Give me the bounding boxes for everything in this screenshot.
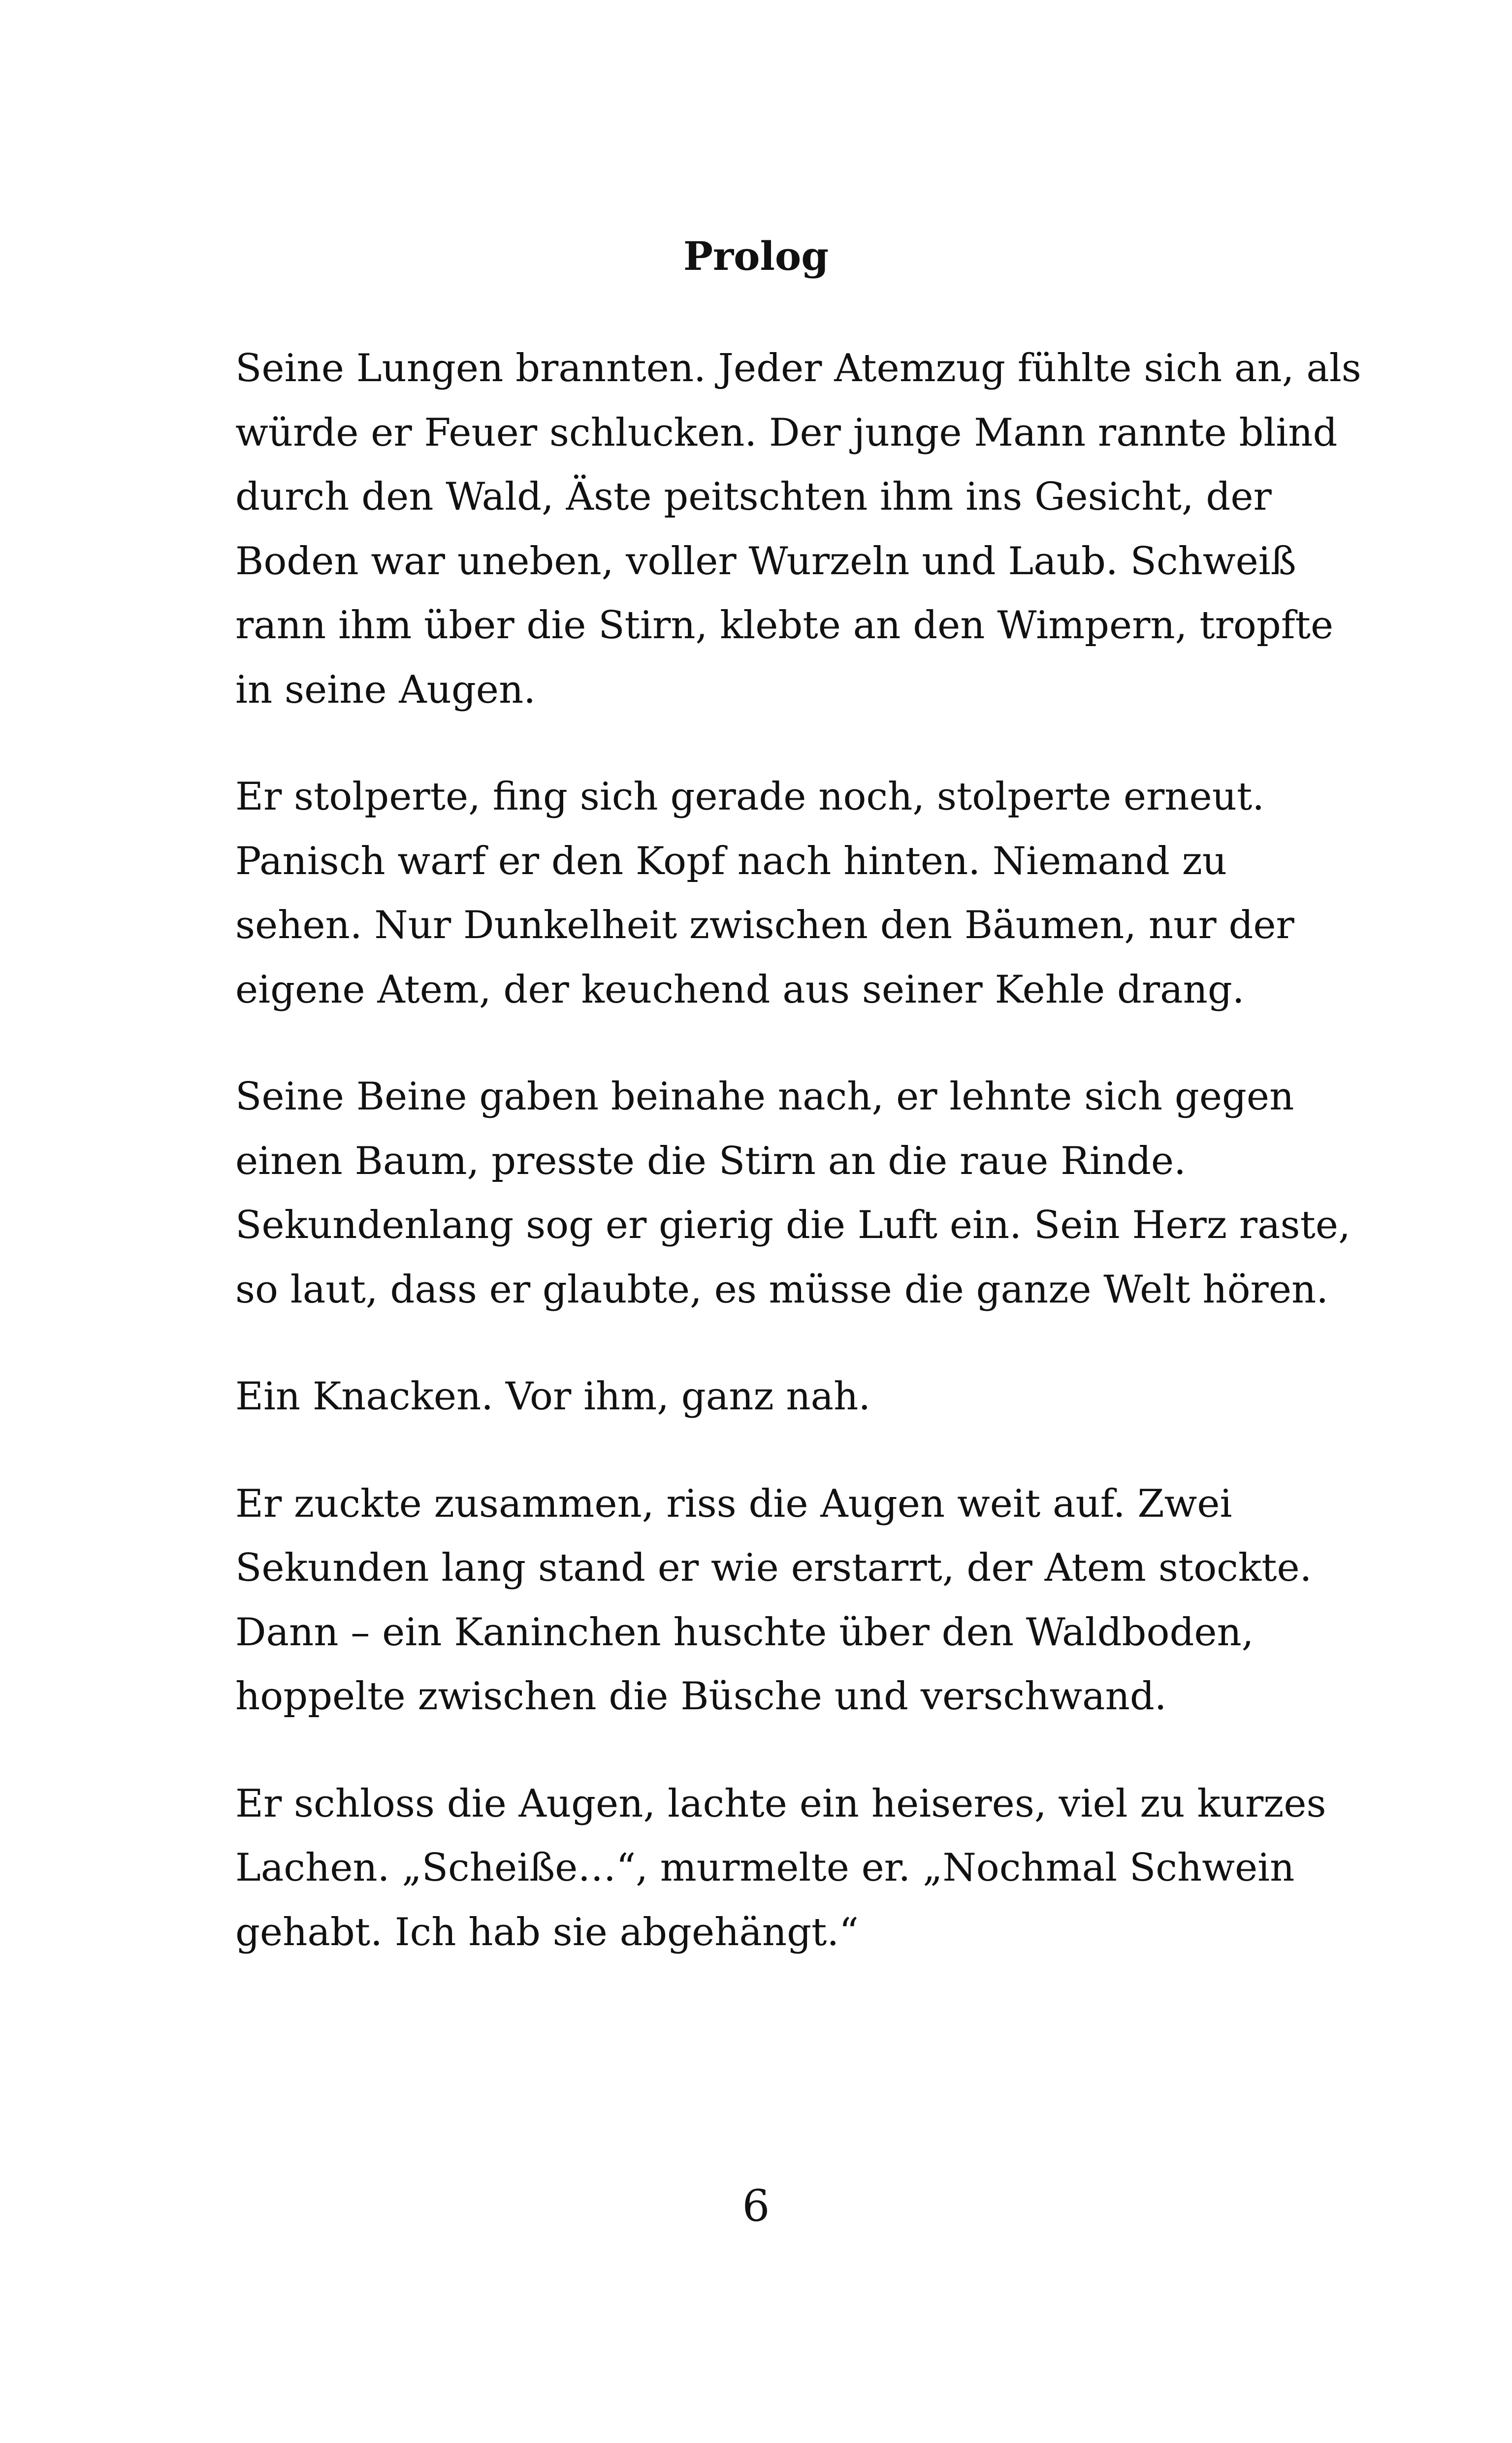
paragraph-gap [235,1322,1343,1365]
chapter-body [235,336,1361,1964]
text-line: Seine Lungen brannten. Jeder Atemzug fühlte sich an, als [235,346,1361,391]
text-line: gehabt. Ich hab sie abgehängt.“ [235,1910,859,1954]
paragraph [235,1772,1343,1965]
paragraph [235,336,1361,722]
chapter-title: Prolog [683,233,829,279]
paragraph [235,1065,1351,1322]
text-line: Boden war uneben, voller Wurzeln und Laub. Schweiß [235,539,1296,584]
paragraph [235,1472,1343,1729]
page-number: 6 [742,2181,770,2231]
text-line: hoppelte zwischen die Büsche und verschwand. [235,1674,1167,1719]
text-line: eigene Atem, der keuchend aus seiner Kehle drang. [235,967,1245,1012]
text-line: Seine Beine gaben beinahe nach, er lehnte sich gegen [235,1075,1294,1119]
text-line: rann ihm über die Stirn, klebte an den Wimpern, tropfte [235,603,1334,648]
text-line: Er schloss die Augen, lachte ein heiseres, viel zu kurzes [235,1781,1326,1826]
text-line: Er zuckte zusammen, riss die Augen weit auf. Zwei [235,1481,1232,1526]
paragraph-gap [235,1022,1343,1065]
text-line: Sekunden lang stand er wie erstarrt, der Atem stockte. [235,1546,1312,1590]
text-line: Sekundenlang sog er gierig die Luft ein. Sein Herz raste, [235,1203,1351,1247]
text-line: Er stolperte, fing sich gerade noch, stolperte erneut. [235,775,1265,819]
text-line: Dann – ein Kaninchen huschte über den Waldboden, [235,1610,1254,1655]
text-line: Ein Knacken. Vor ihm, ganz nah. [235,1374,871,1419]
paragraph-gap [235,722,1343,765]
paragraph [235,1365,1343,1429]
paragraph-gap [235,1729,1343,1772]
paragraph-gap [235,1429,1343,1472]
text-line: würde er Feuer schlucken. Der junge Mann rannte blind [235,410,1338,455]
text-line: sehen. Nur Dunkelheit zwischen den Bäumen, nur der [235,903,1294,947]
text-line: in seine Augen. [235,667,536,712]
paragraph [235,765,1343,1022]
text-line: einen Baum, presste die Stirn an die raue Rinde. [235,1139,1186,1183]
text-line: Panisch warf er den Kopf nach hinten. Niemand zu [235,839,1227,883]
text-line: Lachen. „Scheiße…“, murmelte er. „Nochmal Schwein [235,1846,1295,1890]
text-line: so laut, dass er glaubte, es müsse die ganze Welt hören. [235,1267,1329,1312]
text-line: durch den Wald, Äste peitschten ihm ins Gesicht, der [235,475,1272,519]
